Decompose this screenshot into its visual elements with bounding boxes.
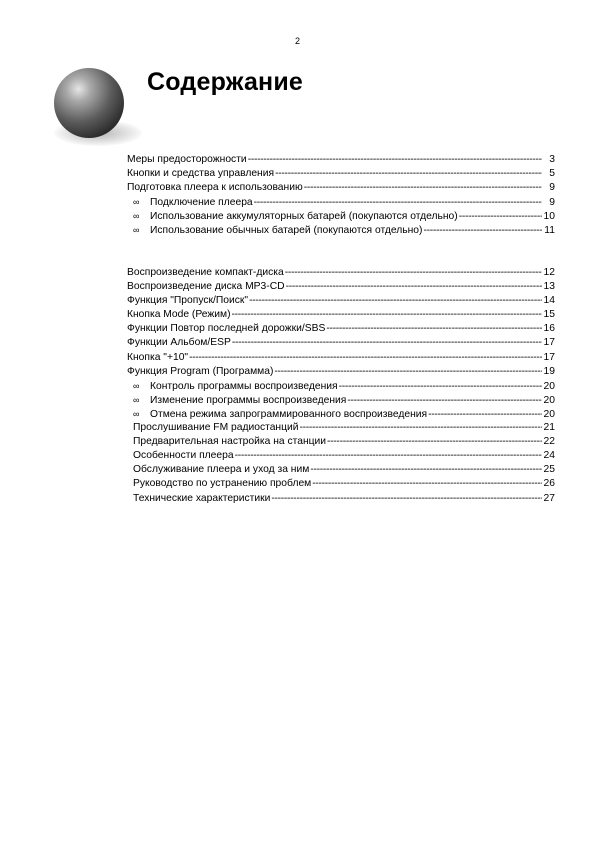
- dot-leader: [310, 463, 542, 477]
- toc-entry-title: Обслуживание плеера и уход за ним: [133, 464, 310, 476]
- toc-entry-title: Предварительная настройка на станции: [133, 436, 327, 448]
- toc-entry[interactable]: [127, 294, 555, 308]
- toc-entry-page: 9: [549, 182, 555, 194]
- toc-entry-title: Подготовка плеера к использованию: [127, 182, 303, 194]
- toc-section-1: [127, 153, 555, 238]
- bullet-icon: ∞: [133, 408, 140, 419]
- dot-leader: [304, 181, 542, 195]
- toc-entry-title: Отмена режима запрограммированного воспроизведения: [150, 408, 428, 420]
- dot-leader: [274, 365, 542, 379]
- toc-entry-page: 19: [543, 365, 555, 377]
- dot-leader: [189, 351, 542, 365]
- page-number: 2: [294, 36, 300, 46]
- toc-entry[interactable]: [127, 223, 555, 237]
- toc-entry-page: 17: [543, 337, 555, 349]
- dot-leader: [326, 322, 542, 336]
- toc-entry-title: Изменение программы воспроизведения: [150, 394, 347, 406]
- toc-entry-page: 25: [543, 464, 555, 476]
- toc-entry-page: 22: [543, 436, 555, 448]
- toc-entry-title: Функции Альбом/ESP: [127, 337, 231, 349]
- toc-entry-title: Функция Program (Программа): [127, 365, 274, 377]
- dot-leader: [347, 394, 542, 408]
- dot-leader: [327, 435, 542, 449]
- toc-entry-title: Кнопка Mode (Режим): [127, 309, 231, 321]
- dot-leader: [423, 224, 542, 238]
- toc-entry-page: 13: [543, 281, 555, 293]
- toc-entry[interactable]: [127, 463, 555, 477]
- toc-entry[interactable]: [127, 449, 555, 463]
- dot-leader: [285, 266, 542, 280]
- toc-entry[interactable]: [127, 181, 555, 195]
- toc-entry-page: 20: [543, 394, 555, 406]
- toc-entry-title: Особенности плеера: [133, 450, 234, 462]
- toc-entry-title: Воспроизведение диска MP3-CD: [127, 281, 285, 293]
- toc-entry-page: 9: [549, 197, 555, 209]
- toc-entry-page: 16: [543, 323, 555, 335]
- toc-entry-title: Подключение плеера: [150, 197, 253, 209]
- toc-entry[interactable]: [127, 379, 555, 393]
- toc-entry[interactable]: [127, 421, 555, 435]
- toc-entry-page: 26: [543, 478, 555, 490]
- toc-entry-title: Руководство по устранению проблем: [133, 478, 312, 490]
- dot-leader: [232, 308, 542, 322]
- dot-leader: [300, 421, 542, 435]
- bullet-icon: ∞: [133, 380, 140, 391]
- toc-entry-title: Функция "Пропуск/Поиск": [127, 295, 249, 307]
- toc-entry[interactable]: [127, 365, 555, 379]
- toc-entry-page: 20: [543, 380, 555, 392]
- dot-leader: [339, 380, 542, 394]
- dot-leader: [286, 280, 542, 294]
- sphere-icon: [44, 62, 144, 146]
- toc-entry-page: 21: [543, 422, 555, 434]
- toc-entry-title: Технические характеристики: [133, 492, 271, 504]
- dot-leader: [248, 153, 542, 167]
- toc-entry-page: 24: [543, 450, 555, 462]
- toc-entry-title: Меры предосторожности: [127, 154, 247, 165]
- dot-leader: [459, 210, 542, 224]
- toc-entry-page: 11: [544, 225, 555, 237]
- toc-entry-title: Контроль программы воспроизведения: [150, 380, 338, 392]
- toc-entry-page: 27: [543, 492, 555, 504]
- toc-entry[interactable]: [127, 492, 555, 506]
- toc-entry-title: Воспроизведение компакт-диска: [127, 267, 284, 278]
- toc-entry-page: 14: [543, 295, 555, 307]
- dot-leader: [312, 477, 542, 491]
- toc-entry[interactable]: [127, 477, 555, 491]
- toc-entry[interactable]: [127, 209, 555, 223]
- toc-entry[interactable]: [127, 407, 555, 421]
- page-title: Содержание: [147, 68, 304, 96]
- toc-entry[interactable]: [127, 393, 555, 407]
- toc-entry-page: 17: [543, 351, 555, 363]
- toc-entry-page: 10: [543, 211, 555, 223]
- toc-section-2: [127, 266, 555, 506]
- bullet-icon: ∞: [133, 197, 140, 208]
- toc-entry-title: Использование аккумуляторных батарей (покупаются отдельно): [150, 211, 458, 223]
- sphere-ball: [54, 68, 124, 138]
- toc-entry[interactable]: [127, 280, 555, 294]
- dot-leader: [271, 492, 542, 506]
- dot-leader: [254, 196, 542, 210]
- toc-entry-title: Прослушивание FM радиостанций: [133, 422, 299, 434]
- dot-leader: [275, 167, 542, 181]
- toc-entry-page: 12: [543, 267, 555, 278]
- bullet-icon: ∞: [133, 394, 140, 405]
- bullet-icon: ∞: [133, 225, 140, 236]
- toc-entry-title: Кнопка "+10": [127, 351, 189, 363]
- toc-entry-page: 20: [543, 408, 555, 420]
- dot-leader: [235, 449, 542, 463]
- toc-entry[interactable]: [127, 266, 555, 280]
- toc-entry[interactable]: [127, 322, 555, 336]
- toc-entry-title: Функции Повтор последней дорожки/SBS: [127, 323, 326, 335]
- toc-entry-title: Кнопки и средства управления: [127, 168, 275, 180]
- toc-entry[interactable]: [127, 308, 555, 322]
- toc-entry-page: 3: [549, 154, 555, 165]
- toc-entry-title: Использование обычных батарей (покупаются отдельно): [150, 225, 423, 237]
- dot-leader: [232, 336, 542, 350]
- toc-entry[interactable]: [127, 167, 555, 181]
- dot-leader: [428, 408, 542, 422]
- toc-entry[interactable]: [127, 153, 555, 167]
- toc-entry[interactable]: [127, 336, 555, 350]
- toc-entry[interactable]: [127, 195, 555, 209]
- toc-entry[interactable]: [127, 435, 555, 449]
- toc-entry-page: 5: [549, 168, 555, 180]
- toc-entry[interactable]: [127, 351, 555, 365]
- dot-leader: [249, 294, 542, 308]
- toc-entry-page: 15: [543, 309, 555, 321]
- bullet-icon: ∞: [133, 211, 140, 222]
